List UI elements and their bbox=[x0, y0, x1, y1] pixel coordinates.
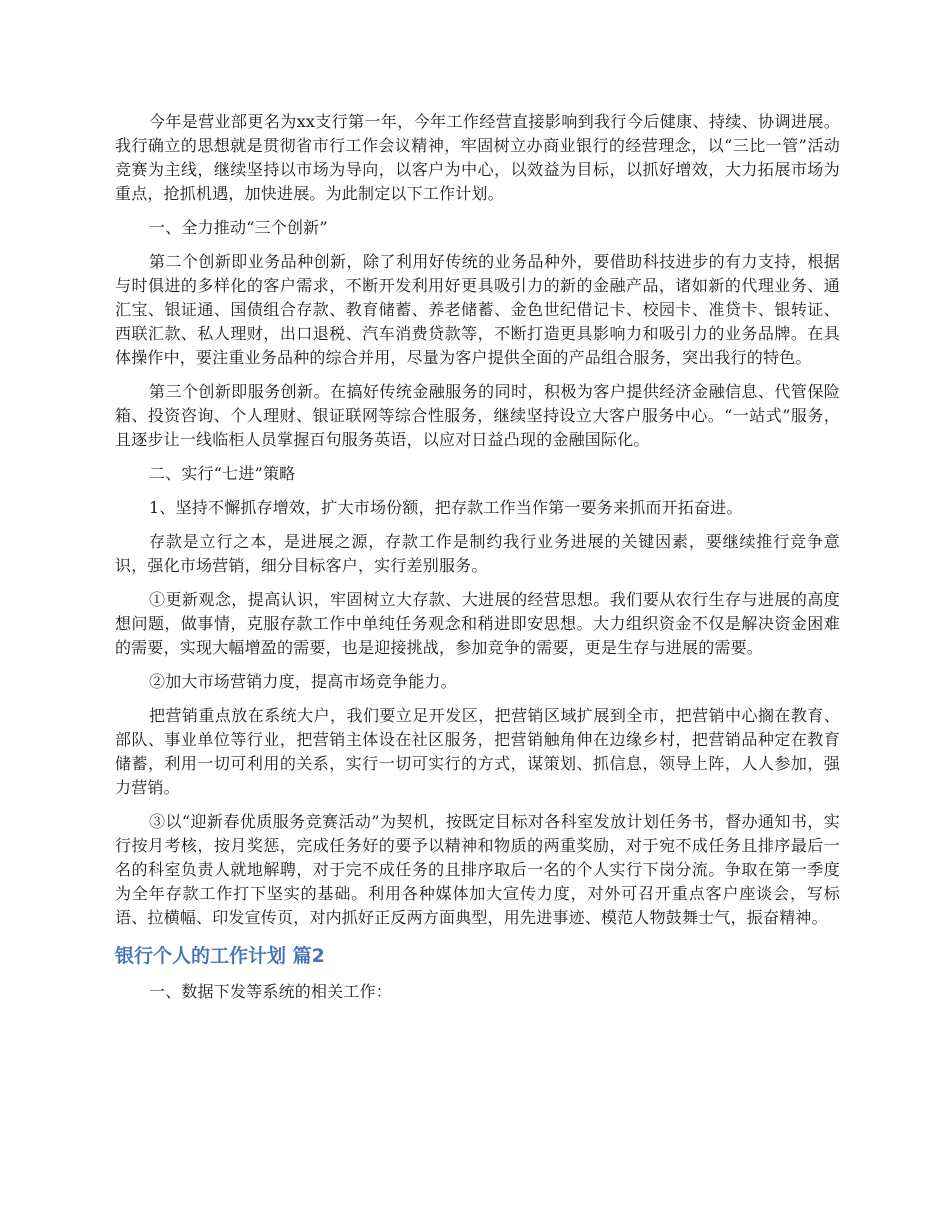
paragraph-point-2: ②加大市场营销力度，提高市场竞争能力。 bbox=[149, 672, 457, 691]
paragraph-service-innovation: 第三个创新即服务创新。在搞好传统金融服务的同时，积极为客户提供经济金融信息、代管保险箱、投资咨询、个人理财、银证联网等综合性服务，继续坚持设立大客户服务中心。“一站式”服务，且逐步让一线临柜人员掌握百句服务英语，以应对日益凸现的金融国际化。 bbox=[115, 382, 840, 449]
paragraph-point-3: ③以“迎新春优质服务竞赛活动”为契机，按既定目标对各科室发放计划任务书，督办通知书，实行按月考核，按月奖惩，完成任务好的要予以精神和物质的两重奖励，对于宛不成任务且排序最后一名的科室负责人就地解聘，对于完不成任务的且排序取后一名的个人实行下岗分流。争取在第一季度为全年存款工作打下坚实的基础。利用各种媒体加大宣传力度，对外可召开重点客户座谈会，写标语、拉横幅、印发宣传页，对内抓好正反两方面典型，用先进事迹、模范人物鼓舞士气，振奋精神。 bbox=[115, 812, 840, 927]
section-2-title: 银行个人的工作计划 篇2 bbox=[115, 945, 325, 967]
paragraph-item-1: 1、坚持不懈抓存增效，扩大市场份额，把存款工作当作第一要务来抓而开拓奋进。 bbox=[149, 498, 743, 517]
paragraph-point-1: ①更新观念，提高认识，牢固树立大存款、大进展的经营思想。我们要从农行生存与进展的高度想问题，做事情，克服存款工作中单纯任务观念和稍进即安思想。大力组织资金不仅是解决资金困难的需要，实现大幅增盈的需要，也是迎接挑战，参加竞争的需要，更是生存与进展的需要。 bbox=[115, 590, 840, 657]
intro-paragraph: 今年是营业部更名为xx支行第一年，今年工作经营直接影响到我行今后健康、持续、协调进展。我行确立的思想就是贯彻省市行工作会议精神，牢固树立办商业银行的经营理念，以“三比一管”活动竞赛为主线，继续坚持以市场为导向，以客户为中心，以效益为目标，以抓好增效，大力拓展市场为重点，抢抓机遇，加快进展。为此制定以下工作计划。 bbox=[115, 112, 840, 203]
heading-three-innovations: 一、全力推动“三个创新” bbox=[149, 218, 328, 237]
paragraph-section2-item-1: 一、数据下发等系统的相关工作： bbox=[149, 982, 393, 1001]
paragraph-marketing: 把营销重点放在系统大户，我们要立足开发区，把营销区域扩展到全市，把营销中心搁在教育、部队、事业单位等行业，把营销主体设在社区服务，把营销触角伸在边缘乡村，把营销品种定在教育储蓄，利用一切可利用的关系，实行一切可实行的方式，谋策划、抓信息，领导上阵，人人参加，强力营销。 bbox=[115, 706, 840, 797]
document-page bbox=[115, 110, 840, 1014]
paragraph-product-innovation: 第二个创新即业务品种创新，除了利用好传统的业务品种外，要借助科技进步的有力支持，根据与时俱进的多样化的客户需求，不断开发利用好更具吸引力的新的金融产品，诸如新的代理业务、通汇宝、银证通、国债组合存款、教育储蓄、养老储蓄、金色世纪借记卡、校园卡、准贷卡、银转证、西联汇款、私人理财，出口退税、汽车消费贷款等，不断打造更具影响力和吸引力的业务品牌。在具体操作中，要注重业务品种的综合并用，尽量为客户提供全面的产品组合服务，突出我行的特色。 bbox=[115, 252, 840, 367]
paragraph-deposit: 存款是立行之本，是进展之源，存款工作是制约我行业务进展的关键因素，要继续推行竞争意识，强化市场营销，细分目标客户，实行差别服务。 bbox=[115, 532, 840, 575]
heading-seven-strategy: 二、实行“七进”策略 bbox=[149, 464, 296, 483]
